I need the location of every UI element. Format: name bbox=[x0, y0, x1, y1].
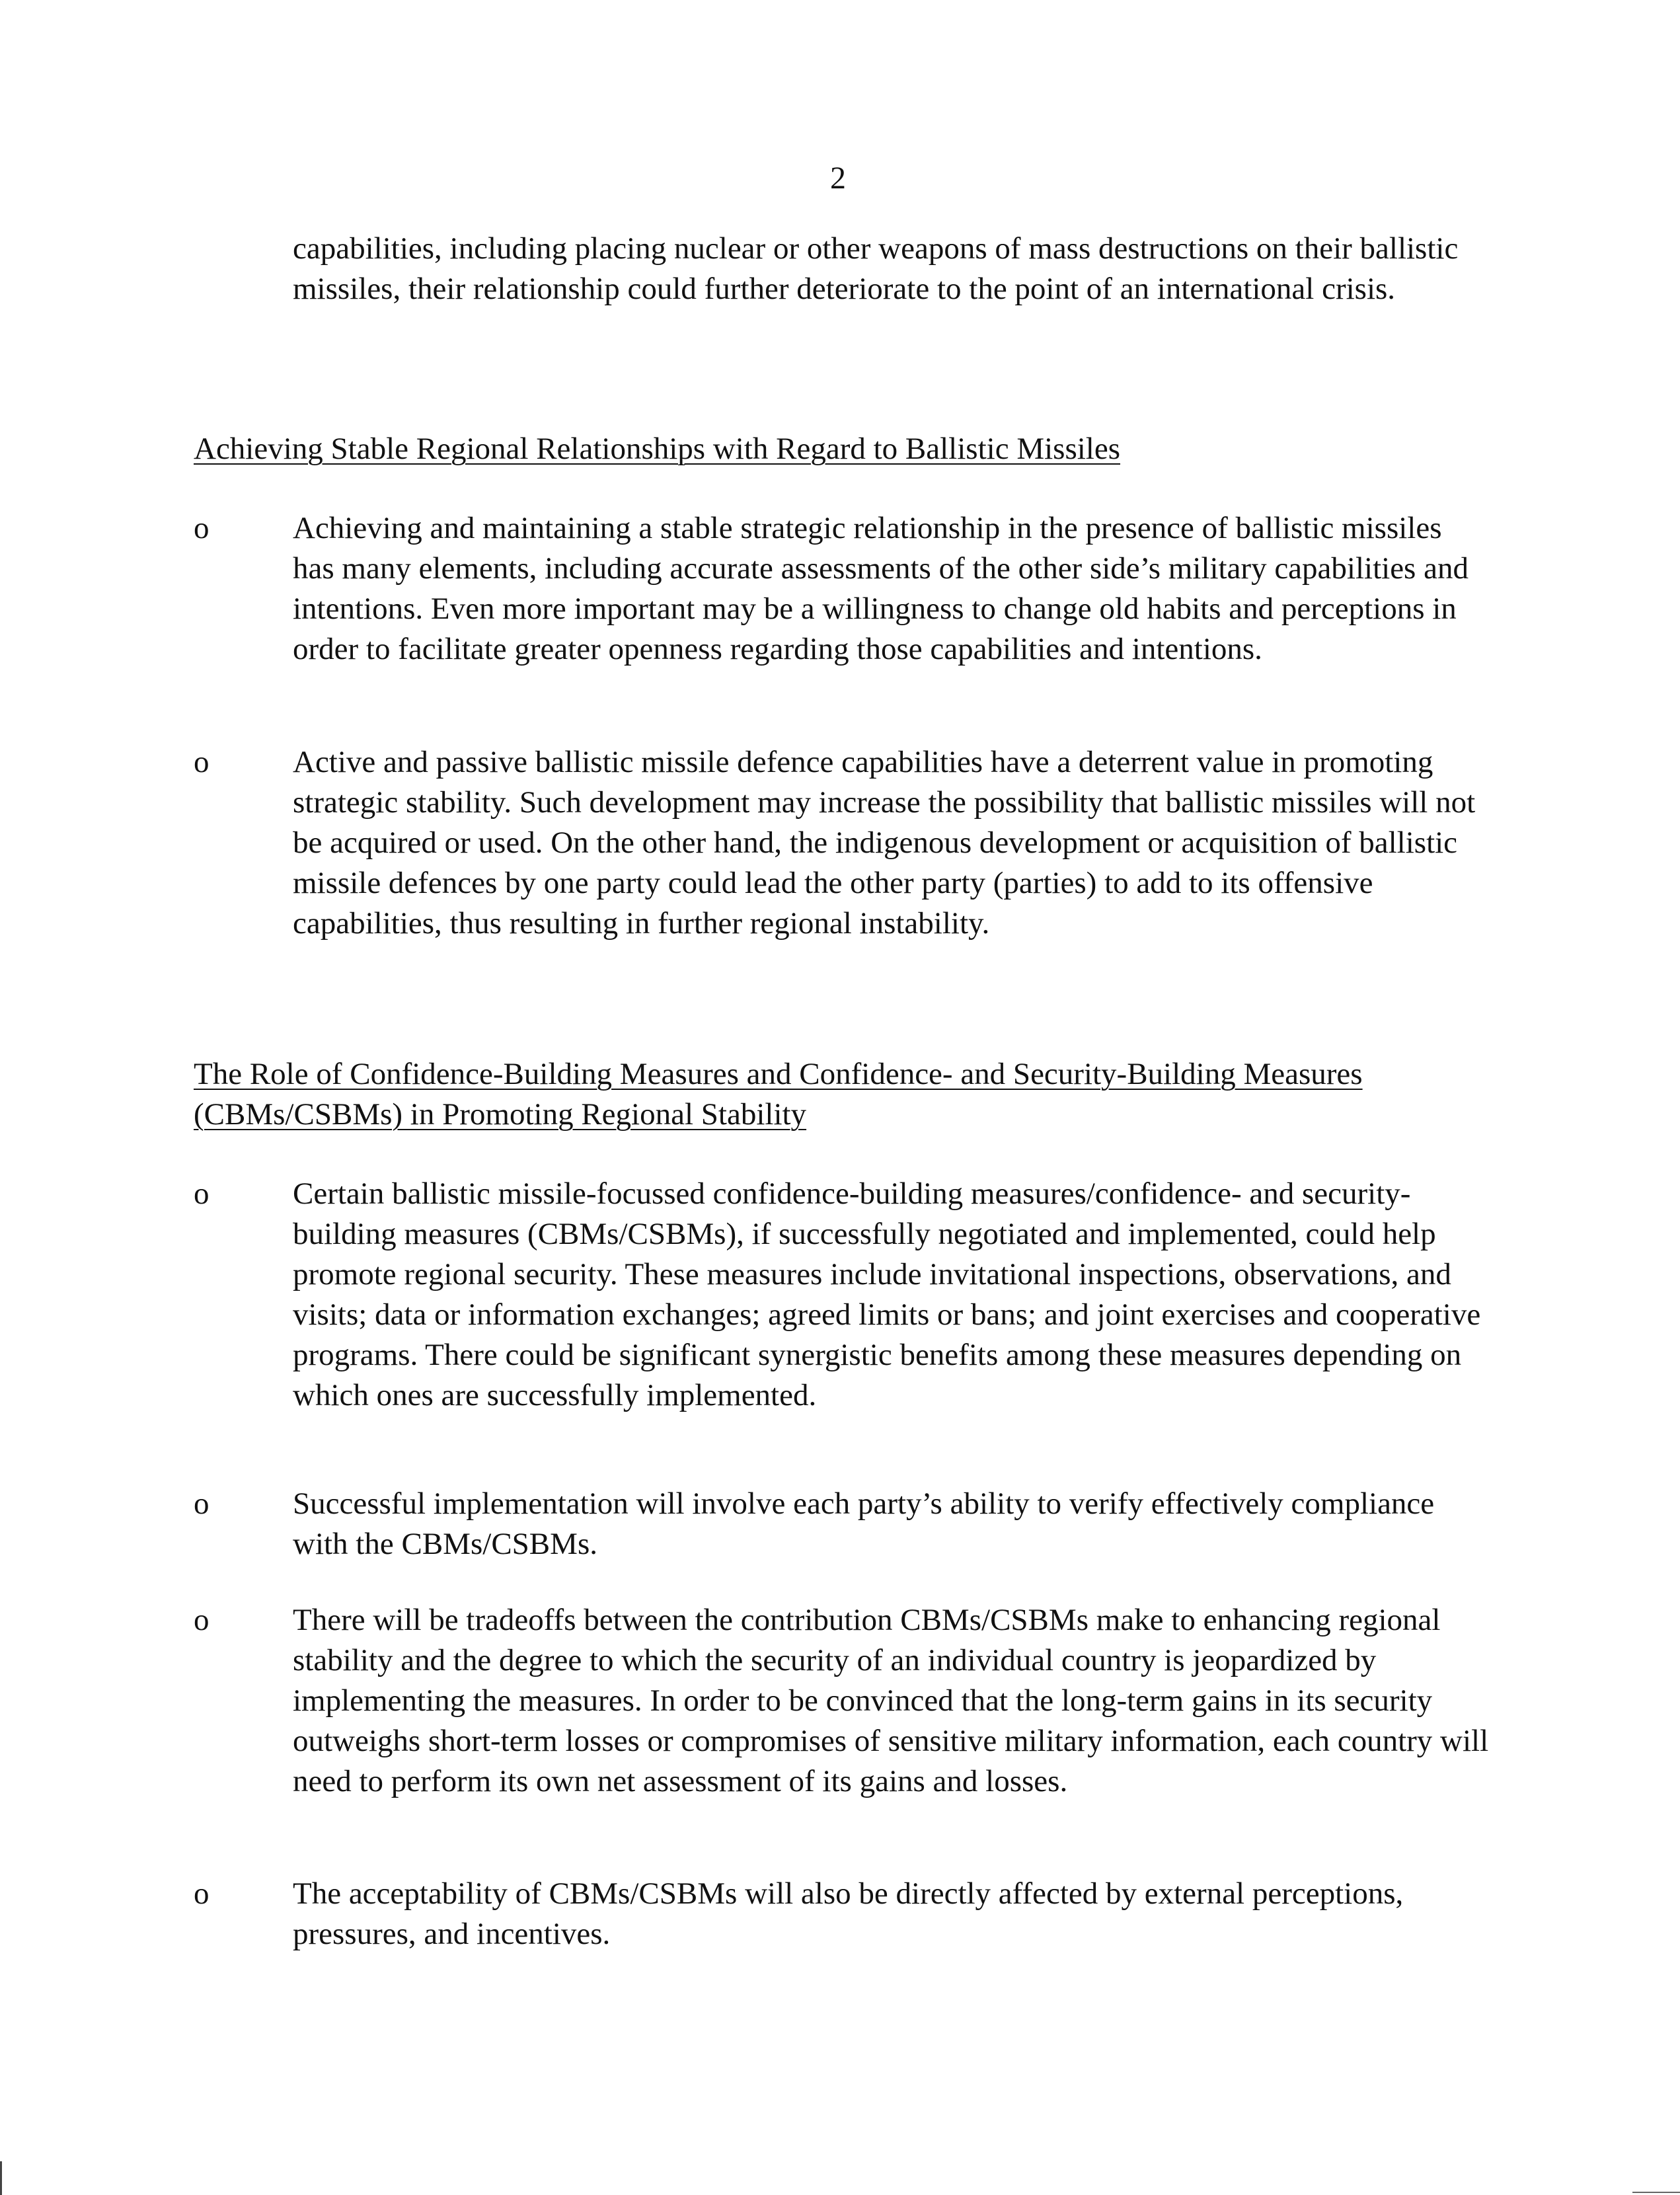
bullet-marker: o bbox=[194, 1603, 210, 1637]
list-item: Active and passive ballistic missile defence capabilities have a deterrent value in promoting strategic stability. Such development may increase the possibility that ballistic missiles will not be acquired or used. On the other hand, the indigenous development or acquisition of ballistic missile defences by one party could lead the other party (parties) to add to its offensive capabilities, thus resulting in further regional instability. bbox=[293, 745, 1476, 941]
list-item: There will be tradeoffs between the contribution CBMs/CSBMs make to enhancing regional stability and the degree to which the security of an individual country is jeopardized by implementing the measures. In order to be convinced that the long-term gains in its security outweighs short-term losses or compromises of sensitive military information, each country will need to perform its own net assessment of its gains and losses. bbox=[293, 1603, 1489, 1798]
scan-corner-line bbox=[1632, 2192, 1680, 2193]
bullet-marker: o bbox=[194, 511, 210, 545]
list-item: The acceptability of CBMs/CSBMs will also be directly affected by external perceptions, pressures, and incentives. bbox=[293, 1876, 1404, 1951]
page-number: 2 bbox=[830, 161, 846, 196]
intro-paragraph: capabilities, including placing nuclear or other weapons of mass destructions on their ballistic missiles, their relationship could further deteriorate to the point of an international crisis. bbox=[293, 231, 1459, 306]
bullet-marker: o bbox=[194, 1486, 210, 1521]
list-item: Achieving and maintaining a stable strategic relationship in the presence of ballistic missiles has many elements, including accurate assessments of the other side’s military capabilities and intentions. Even more important may be a willingness to change old habits and perceptions in order to facilitate greater openness regarding those capabilities and intentions. bbox=[293, 511, 1469, 666]
section-heading: The Role of Confidence-Building Measures and Confidence- and Security-Building Measures (CBMs/CSBMs) in Promoting Regional Stability bbox=[194, 1057, 1363, 1132]
section-heading: Achieving Stable Regional Relationships with Regard to Ballistic Missiles bbox=[194, 432, 1121, 466]
bullet-marker: o bbox=[194, 1876, 210, 1911]
bullet-marker: o bbox=[194, 1176, 210, 1211]
list-item: Certain ballistic missile-focussed confidence-building measures/confidence- and security-building measures (CBMs/CSBMs), if successfully negotiated and implemented, could help promote regional security. These measures include invitational inspections, observations, and visits; data or information exchanges; agreed limits or bans; and joint exercises and cooperative programs. There could be significant synergistic benefits among these measures depending on which ones are successfully implemented. bbox=[293, 1176, 1481, 1412]
list-item: Successful implementation will involve each party’s ability to verify effectively compliance with the CBMs/CSBMs. bbox=[293, 1486, 1435, 1561]
scan-margin-line bbox=[0, 2161, 2, 2195]
bullet-marker: o bbox=[194, 745, 210, 779]
